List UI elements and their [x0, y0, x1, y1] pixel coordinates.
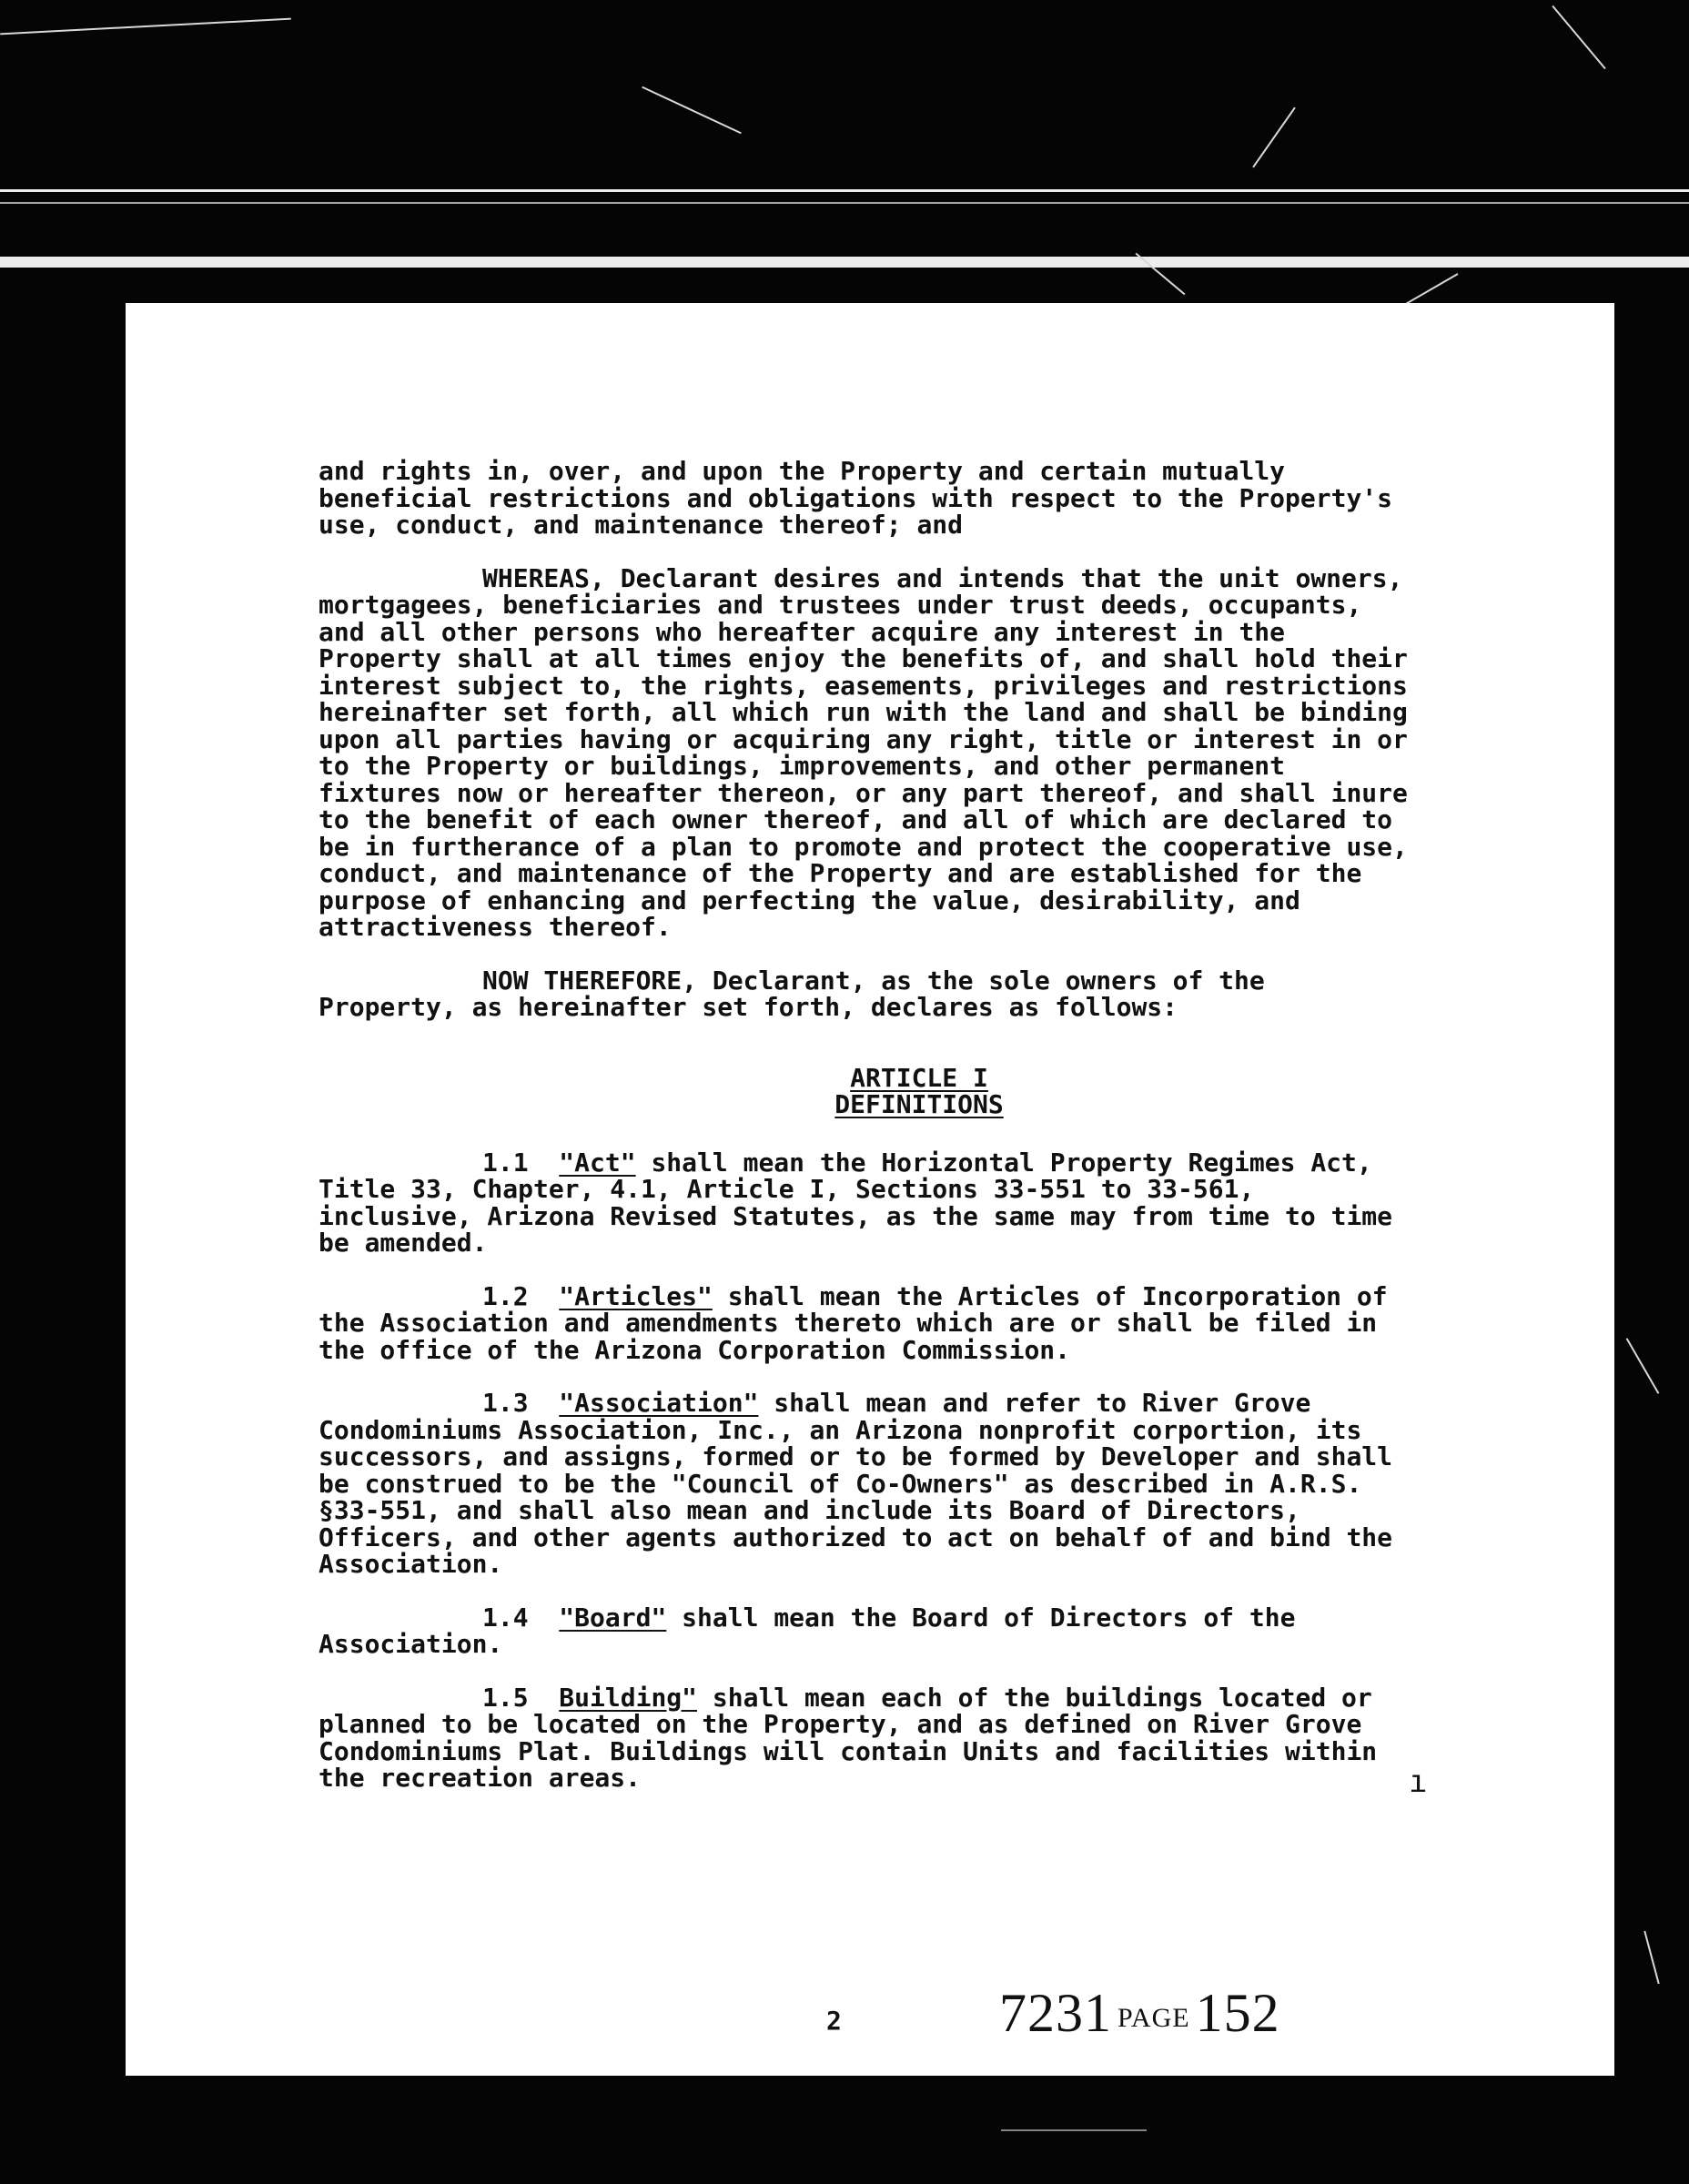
definition-1-3 [319, 1390, 1411, 1578]
definition-1-5 [319, 1684, 1411, 1792]
stamp-docket-number: 7231 [999, 1983, 1112, 2043]
document-page [126, 303, 1614, 2076]
scan-streak [1252, 107, 1296, 168]
article-heading [319, 1062, 1411, 1119]
document-body [319, 458, 1411, 1818]
definition-term: "Board" [559, 1602, 667, 1633]
scan-band-top [0, 189, 1689, 192]
paragraph-now-therefore: NOW THEREFORE, Declarant, as the sole owners of the Property, as hereinafter set forth, declares as follows: [319, 965, 1265, 1022]
definition-number: 1.5 [482, 1682, 529, 1713]
definition-term: "Association" [559, 1388, 759, 1418]
definition-term: "Articles" [559, 1280, 713, 1311]
scan-streak [1643, 1931, 1659, 1984]
scan-streak [642, 86, 742, 135]
definition-number: 1.3 [482, 1388, 529, 1418]
scan-streak [1001, 2129, 1147, 2131]
page-footer [126, 1982, 1614, 2046]
paragraph-whereas: WHEREAS, Declarant desires and intends that the unit owners, mortgagees, beneficiaries and trustees under trust deeds, occupants, and all other persons who hereafter acquire any interest in the Property shall at all times enjoy the benefits of, and shall hold their interest subject to, the rights, easements, privileges and restrictions hereinafter set forth, all which run with the land and shall be binding upon all parties having or acquiring any right, title or interest in or to the Property or buildings, improvements, and other permanent fixtures now or hereafter thereon, or any part thereof, and shall inure to the benefit of each owner thereof, and all of which are declared to be in furtherance of a plan to promote and protect the cooperative use, conduct, and maintenance of the Property and are established for the purpose of enhancing and perfecting the value, desirability, and attractiveness thereof. [319, 562, 1408, 942]
stamp-page-label: PAGE [1118, 2003, 1190, 2034]
recording-stamp [999, 1982, 1280, 2045]
definition-text: shall mean the Articles of Incorporation of the Association and amendments thereto which are or shall be filed in the office of the Arizona Corporation Commission. [319, 1280, 1388, 1365]
stamp-page-number: 152 [1195, 1983, 1280, 2043]
paragraph-intro-continued: and rights in, over, and upon the Property and certain mutually beneficial restrictions and obligations with respect to the Property's use, conduct, and maintenance thereof; and [319, 456, 1393, 540]
definition-number: 1.4 [482, 1602, 529, 1633]
definition-1-4 [319, 1604, 1411, 1658]
definition-number: 1.1 [482, 1147, 529, 1178]
definition-term: "Act" [559, 1147, 636, 1178]
scan-streak [1626, 1338, 1660, 1394]
article-number: ARTICLE I [850, 1062, 988, 1093]
definition-text: shall mean and refer to River Grove Condominiums Association, Inc., an Arizona nonprofit corportion, its successors, and assigns, formed or to be formed by Developer and shall be construed to be the "Council of Co-Owners" as described in A.R.S. §33-551, and shall also mean and include its Board of Directors, Officers, and other agents authorized to act on behalf of and bind the Association. [319, 1388, 1393, 1579]
definition-text: shall mean the Horizontal Property Regimes Act, Title 33, Chapter, 4.1, Article I, Sections 33-551 to 33-561, inclusive, Arizona Revised Statutes, as the same may from time to time be amended. [319, 1147, 1393, 1258]
definition-text: shall mean each of the buildings located or planned to be located on the Property, and as defined on River Grove Condominiums Plat. Buildings will contain Units and facilities within the recreation areas. [319, 1682, 1378, 1793]
article-title: DEFINITIONS [834, 1089, 1004, 1119]
definition-1-2 [319, 1280, 1411, 1365]
page-number: 2 [826, 2006, 842, 2036]
definition-term: Building" [559, 1682, 698, 1713]
scan-band-lower [0, 257, 1689, 268]
scan-band-upper [0, 202, 1689, 204]
definition-number: 1.2 [482, 1280, 529, 1311]
margin-mark: ı [1409, 1764, 1428, 1800]
scan-streak [1552, 5, 1605, 69]
definition-text: shall mean the Board of Directors of the Association. [319, 1602, 1296, 1659]
scan-streak [0, 18, 291, 35]
definition-1-1 [319, 1149, 1411, 1257]
